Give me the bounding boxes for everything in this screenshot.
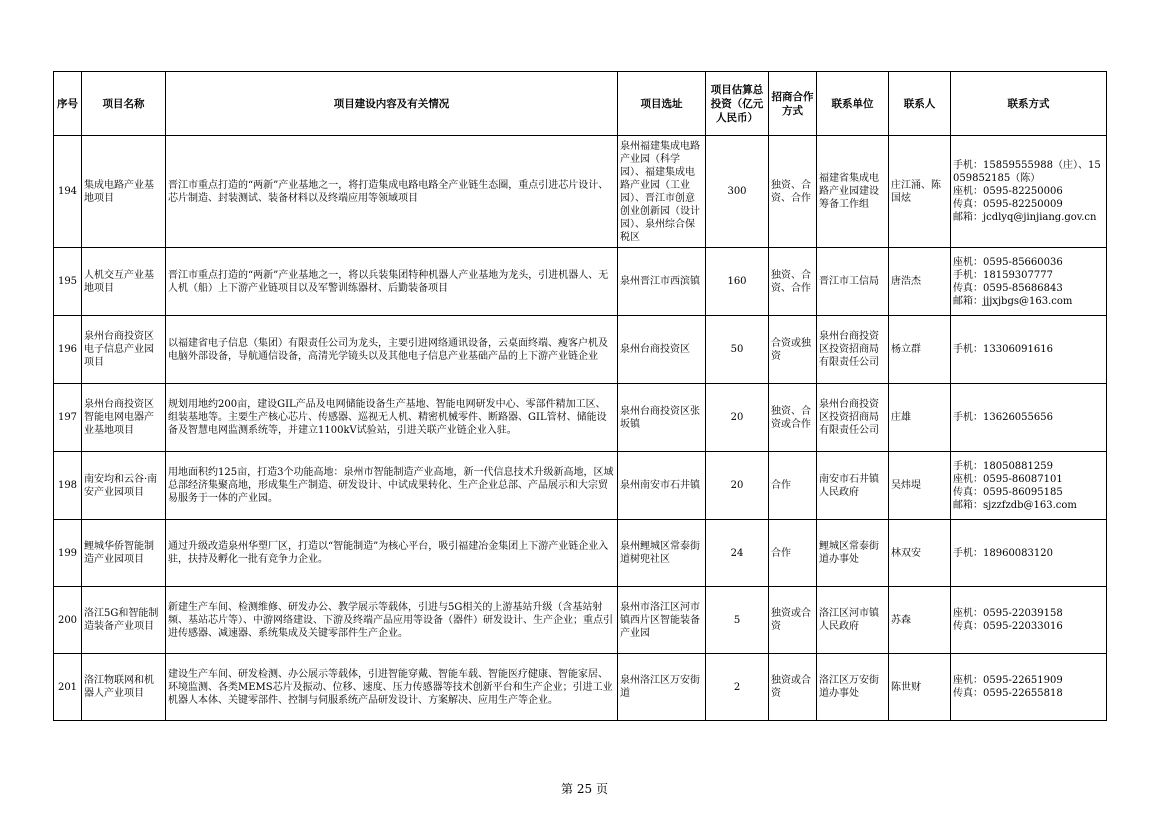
header-person: 联系人 xyxy=(889,72,951,136)
cell-site: 泉州台商投资区 xyxy=(618,316,706,384)
cell-contact xyxy=(951,248,1107,316)
contact-line: 座机：0595-22651909 xyxy=(953,675,1063,686)
cell-investment: 20 xyxy=(706,384,769,452)
header-contact: 联系方式 xyxy=(951,72,1107,136)
contact-line: 座机：0595-82250006 xyxy=(953,186,1063,197)
cell-project-name: 集成电路产业基地项目 xyxy=(82,136,166,248)
header-seq: 序号 xyxy=(54,72,82,136)
cell-project-name: 鲤城华侨智能制造产业园项目 xyxy=(82,520,166,587)
header-content: 项目建设内容及有关情况 xyxy=(166,72,618,136)
contact-line: 邮箱：sjzzfzdb@163.com xyxy=(953,499,1077,511)
cell-site: 泉州台商投资区张坂镇 xyxy=(618,384,706,452)
contact-line: 手机：15859555988（庄）、15059852185（陈） xyxy=(953,160,1101,184)
cell-person: 庄江涌、陈国炫 xyxy=(889,136,951,248)
cell-contact xyxy=(951,136,1107,248)
header-unit: 联系单位 xyxy=(817,72,889,136)
cell-contact xyxy=(951,384,1107,452)
cell-seq: 199 xyxy=(54,520,82,587)
cell-project-name: 洛江物联网和机器人产业项目 xyxy=(82,654,166,721)
cell-investment: 50 xyxy=(706,316,769,384)
contact-line: 座机：0595-86087101 xyxy=(953,473,1063,485)
cell-seq: 198 xyxy=(54,452,82,520)
cell-unit: 鲤城区常泰街道办事处 xyxy=(817,520,889,587)
header-row xyxy=(54,72,1107,136)
cell-person: 苏森 xyxy=(889,587,951,654)
cell-unit: 洛江区河市镇人民政府 xyxy=(817,587,889,654)
cell-person: 唐浩杰 xyxy=(889,248,951,316)
table-row xyxy=(54,654,1107,721)
cell-investment: 300 xyxy=(706,136,769,248)
cell-mode: 独资、合资或合作 xyxy=(769,384,817,452)
cell-person: 吴炜堤 xyxy=(889,452,951,520)
cell-project-name: 南安均和云谷·南安产业园项目 xyxy=(82,452,166,520)
cell-mode: 独资、合资、合作 xyxy=(769,248,817,316)
cell-contact xyxy=(951,520,1107,587)
table-row xyxy=(54,520,1107,587)
cell-mode: 独资、合资、合作 xyxy=(769,136,817,248)
table-row xyxy=(54,316,1107,384)
cell-seq: 200 xyxy=(54,587,82,654)
cell-unit: 南安市石井镇人民政府 xyxy=(817,452,889,520)
contact-line: 座机：0595-22039158 xyxy=(953,608,1063,619)
cell-project-name: 人机交互产业基地项目 xyxy=(82,248,166,316)
header-name: 项目名称 xyxy=(82,72,166,136)
contact-line: 座机：0595-85660036 xyxy=(953,256,1063,268)
cell-content: 用地面积约125亩，打造3个功能高地：泉州市智能制造产业高地，新一代信息技术升级新高地，区域总部经济集聚高地，形成集生产制造、研发设计、中试成果转化、生产企业总部、产品展示和大宗贸易服务于一体的产业园。 xyxy=(166,452,618,520)
cell-unit: 晋江市工信局 xyxy=(817,248,889,316)
table-row xyxy=(54,384,1107,452)
cell-unit: 泉州台商投资区投资招商局有限责任公司 xyxy=(817,384,889,452)
cell-contact xyxy=(951,587,1107,654)
contact-line: 手机：18050881259 xyxy=(953,460,1053,472)
cell-unit: 洛江区万安街道办事处 xyxy=(817,654,889,721)
page-number: 第 25 页 xyxy=(561,782,608,796)
cell-contact xyxy=(951,452,1107,520)
cell-mode: 合资或独资 xyxy=(769,316,817,384)
cell-content: 建设生产车间、研发检测、办公展示等载体，引进智能穿戴、智能车载、智能医疗健康、智能家居、环境监测、各类MEMS芯片及振动、位移、速度、压力传感器等技术创新平台和生产企业；引进工业机器人本体、关键零部件、控制与伺服系统产品研发设计、方案解决、应用生产等企业。 xyxy=(166,654,618,721)
cell-site: 泉州鲤城区常泰街道树兜社区 xyxy=(618,520,706,587)
cell-investment: 20 xyxy=(706,452,769,520)
contact-line: 传真：0595-22655818 xyxy=(953,688,1063,699)
cell-content: 晋江市重点打造的“两新”产业基地之一，将以兵装集团特种机器人产业基地为龙头，引进机器人、无人机（船）上下游产业链项目以及军警训练器材、后勤装备项目 xyxy=(166,248,618,316)
cell-site: 泉州福建集成电路产业园（科学园）、福建集成电路产业园（工业园）、晋江市创意创业创新园（设计园）、泉州综合保税区 xyxy=(618,136,706,248)
cell-investment: 5 xyxy=(706,587,769,654)
cell-seq: 195 xyxy=(54,248,82,316)
contact-line: 传真：0595-86095185 xyxy=(953,486,1063,498)
header-mode: 招商合作方式 xyxy=(769,72,817,136)
cell-mode: 独资或合资 xyxy=(769,587,817,654)
cell-investment: 24 xyxy=(706,520,769,587)
contact-line: 传真：0595-82250009 xyxy=(953,199,1063,210)
cell-project-name: 泉州台商投资区智能电网电器产业基地项目 xyxy=(82,384,166,452)
header-investment: 项目估算总投资（亿元人民币） xyxy=(706,72,769,136)
cell-investment: 160 xyxy=(706,248,769,316)
cell-site: 泉州市洛江区河市镇西片区智能装备产业园 xyxy=(618,587,706,654)
cell-content: 规划用地约200亩，建设GIL产品及电网储能设备生产基地、智能电网研发中心、零部件精加工区、组装基地等。主要生产核心芯片、传感器、巡视无人机、精密机械零件、断路器、GIL管材、储能设备及智慧电网监测系统等，并建立1100kV试验站，引进关联产业链企业入驻。 xyxy=(166,384,618,452)
cell-person: 陈世财 xyxy=(889,654,951,721)
cell-content: 以福建省电子信息（集团）有限责任公司为龙头，主要引进网络通讯设备，云桌面终端、瘦客户机及电脑外部设备，导航通信设备，高清光学镜头以及其他电子信息产业基础产品的上下游产业链企业 xyxy=(166,316,618,384)
contact-line: 传真：0595-85686843 xyxy=(953,282,1063,294)
contact-line: 手机：18960083120 xyxy=(953,547,1053,559)
contact-line: 手机：13306091616 xyxy=(953,344,1053,355)
table-row xyxy=(54,136,1107,248)
cell-unit: 泉州台商投资区投资招商局有限责任公司 xyxy=(817,316,889,384)
header-site: 项目选址 xyxy=(618,72,706,136)
cell-person: 林双安 xyxy=(889,520,951,587)
cell-seq: 197 xyxy=(54,384,82,452)
cell-content: 新建生产车间、检测维修、研发办公、教学展示等载体，引进与5G相关的上游基站升级（含基站射频、基站芯片等）、中游网络建设、下游及终端产品应用等设备（器件）研发设计、生产企业；重点引进传感器、减速器、系统集成及关键零部件生产企业。 xyxy=(166,587,618,654)
cell-person: 庄雄 xyxy=(889,384,951,452)
contact-line: 传真：0595-22033016 xyxy=(953,621,1063,632)
cell-site: 泉州南安市石井镇 xyxy=(618,452,706,520)
cell-seq: 201 xyxy=(54,654,82,721)
cell-project-name: 泉州台商投资区电子信息产业园项目 xyxy=(82,316,166,384)
table-row xyxy=(54,452,1107,520)
cell-contact xyxy=(951,316,1107,384)
cell-mode: 合作 xyxy=(769,520,817,587)
contact-line: 邮箱：jcdlyq@jinjiang.gov.cn xyxy=(953,212,1097,223)
cell-content: 晋江市重点打造的“两新”产业基地之一，将打造集成电路电路全产业链生态圈，重点引进芯片设计、芯片制造、封装测试、装备材料以及终端应用等领域项目 xyxy=(166,136,618,248)
cell-mode: 独资或合资 xyxy=(769,654,817,721)
contact-line: 手机：13626055656 xyxy=(953,412,1053,423)
table-row xyxy=(54,248,1107,316)
table-row xyxy=(54,587,1107,654)
cell-person: 杨立群 xyxy=(889,316,951,384)
cell-investment: 2 xyxy=(706,654,769,721)
cell-site: 泉州洛江区万安街道 xyxy=(618,654,706,721)
cell-seq: 196 xyxy=(54,316,82,384)
project-table xyxy=(53,71,1107,721)
contact-line: 邮箱：jjjxjbgs@163.com xyxy=(953,295,1073,307)
cell-content: 通过升级改造泉州华塑厂区，打造以“智能制造”为核心平台，吸引福建冶金集团上下游产业链企业入驻，扶持及孵化一批有竞争力企业。 xyxy=(166,520,618,587)
cell-unit: 福建省集成电路产业园建设筹备工作组 xyxy=(817,136,889,248)
cell-mode: 合作 xyxy=(769,452,817,520)
cell-project-name: 洛江5G和智能制造装备产业项目 xyxy=(82,587,166,654)
cell-seq: 194 xyxy=(54,136,82,248)
cell-site: 泉州晋江市西滨镇 xyxy=(618,248,706,316)
cell-contact xyxy=(951,654,1107,721)
contact-line: 手机：18159307777 xyxy=(953,269,1053,281)
